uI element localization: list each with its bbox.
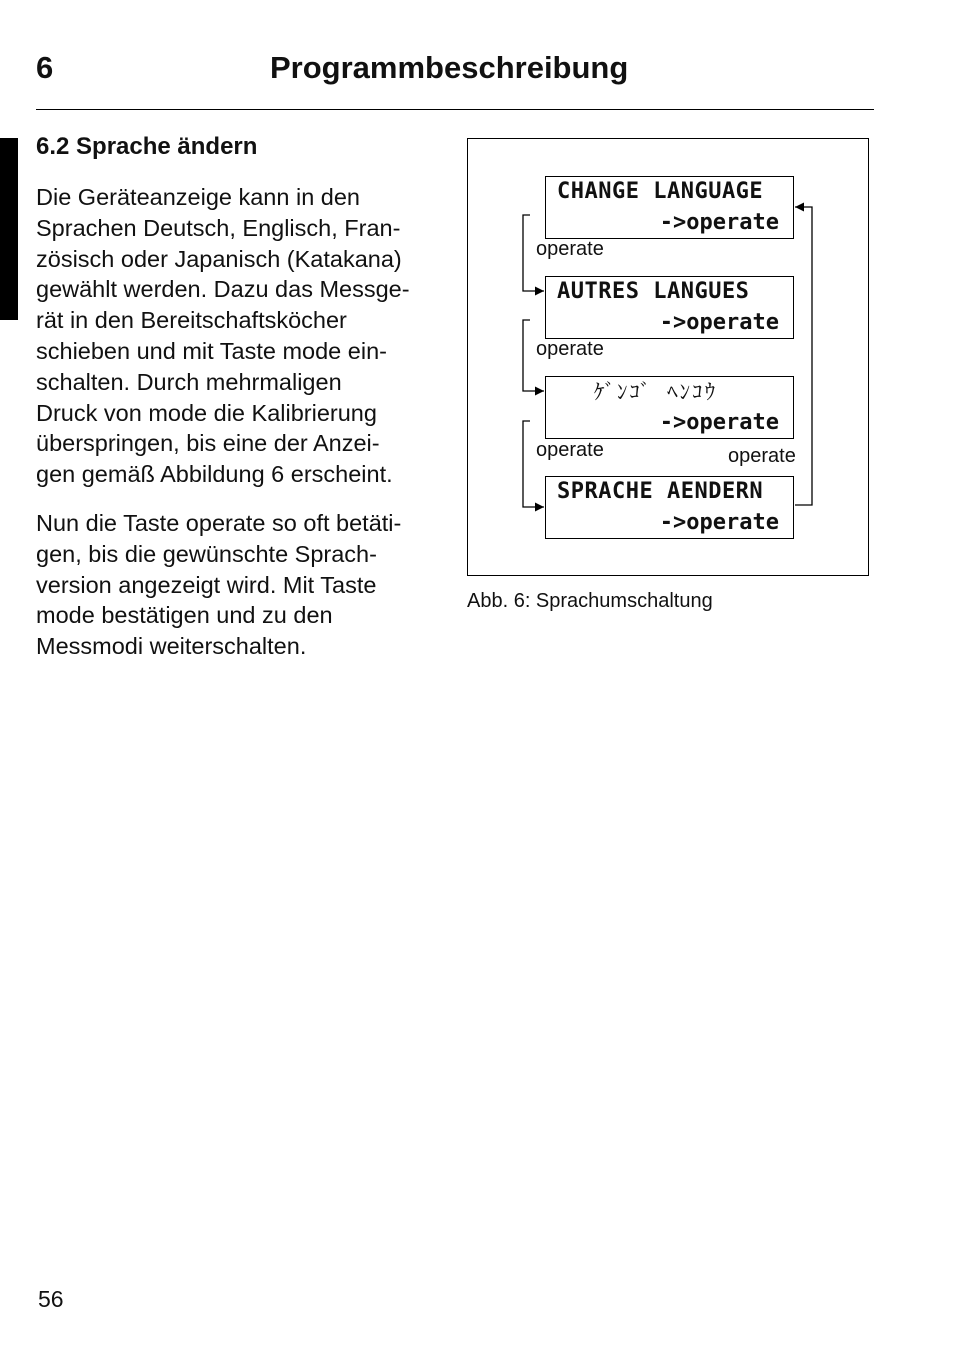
display-change-language [545, 176, 794, 239]
paragraph-line: gewählt werden. Dazu das Messge- [36, 276, 410, 303]
language-switch-figure [467, 138, 869, 576]
display-line-1: SPRACHE AENDERN [557, 479, 764, 504]
paragraph-line: mode bestätigen und zu den [36, 602, 333, 629]
loop-label: operate [728, 445, 796, 467]
paragraph-line: Druck von mode die Kalibrierung [36, 399, 377, 426]
header-rule [36, 109, 874, 110]
paragraph-1 [36, 182, 456, 490]
loop-arrow [795, 207, 812, 505]
paragraph-line: Messmodi weiterschalten. [36, 633, 307, 660]
paragraph-2 [36, 508, 456, 662]
arrow-label: operate [536, 439, 604, 461]
paragraph-line: Die Geräteanzeige kann in den [36, 184, 360, 210]
arrow-label: operate [536, 338, 604, 360]
flow-arrow [523, 421, 544, 507]
display-line-1: ｹﾞﾝｺﾞ ﾍﾝｺｳ [594, 380, 718, 404]
display-katakana [545, 376, 794, 439]
paragraph-line: rät in den Bereitschaftsköcher [36, 307, 347, 334]
paragraph-line: Sprachen Deutsch, Englisch, Fran- [36, 214, 401, 241]
display-line-2: ->operate [659, 310, 779, 335]
paragraph-line: gen, bis die gewünschte Sprach- [36, 540, 377, 567]
figure-caption: Abb. 6: Sprachumschaltung [467, 590, 713, 612]
display-line-2: ->operate [659, 510, 779, 535]
section-title: 6.2 Sprache ändern [36, 133, 258, 160]
paragraph-line: zösisch oder Japanisch (Katakana) [36, 245, 402, 272]
display-line-1: CHANGE LANGUAGE [557, 179, 764, 204]
page-number: 56 [38, 1286, 64, 1312]
chapter-title: Programmbeschreibung [270, 50, 629, 85]
arrow-label: operate [536, 238, 604, 260]
display-line-2: ->operate [659, 410, 779, 435]
display-line-1: AUTRES LANGUES [557, 279, 750, 304]
chapter-side-tab [0, 138, 18, 320]
chapter-number: 6 [36, 50, 54, 85]
paragraph-line: gen gemäß Abbildung 6 erscheint. [36, 461, 393, 488]
display-sprache-aendern [545, 476, 794, 539]
paragraph-line: schieben und mit Taste mode ein- [36, 337, 387, 364]
display-autres-langues [545, 276, 794, 339]
paragraph-line: version angezeigt wird. Mit Taste [36, 571, 377, 598]
paragraph-line: schalten. Durch mehrmaligen [36, 368, 342, 395]
display-line-2: ->operate [659, 210, 779, 235]
paragraph-line: Nun die Taste operate so oft betäti- [36, 510, 402, 536]
paragraph-line: überspringen, bis eine der Anzei- [36, 430, 380, 457]
